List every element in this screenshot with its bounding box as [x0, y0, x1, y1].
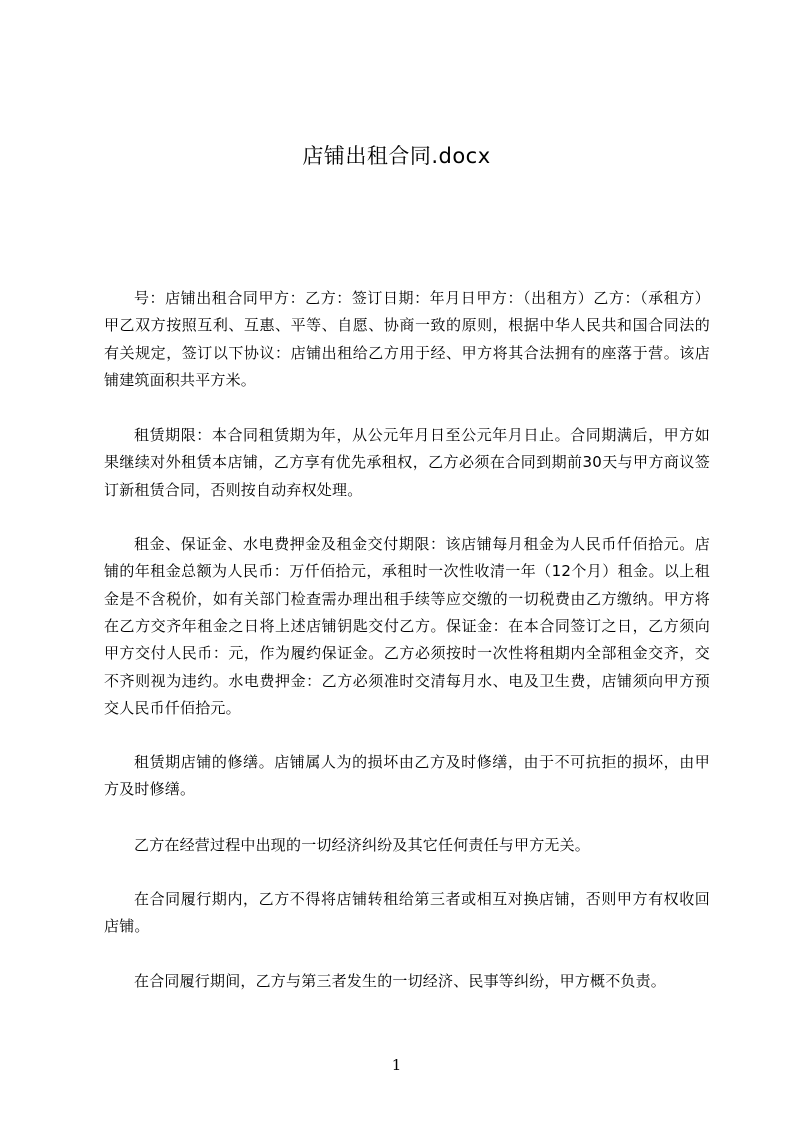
paragraph-third-party-disputes: 在合同履行期间，乙方与第三者发生的一切经济、民事等纠纷，甲方概不负责。	[134, 971, 667, 990]
paragraph-repairs: 租赁期店铺的修缮。店铺属人为的损坏由乙方及时修缮，由于不可抗拒的损坏，由甲方及时修缮。	[104, 753, 710, 799]
paragraph-lease-term: 租赁期限：本合同租赁期为年，从公元年月日至公元年月日止。合同期满后，甲方如果继续对外租赁本店铺，乙方享有优先承租权，乙方必须在合同到期前30天与甲方商议签订新租赁合同，否则按自动弃权处理。	[104, 426, 710, 499]
document-title: 店铺出租合同.docx	[302, 144, 491, 168]
page-number: 1	[391, 1056, 402, 1074]
paragraph-no-sublease: 在合同履行期内，乙方不得将店铺转租给第三者或相互对换店铺，否则甲方有权收回店铺。	[104, 890, 710, 936]
paragraph-rent-deposit: 租金、保证金、水电费押金及租金交付期限：该店铺每月租金为人民币仟佰拾元。店铺的年租金总额为人民币：万仟佰拾元，承租时一次性收清一年（12个月）租金。以上租金是不含税价，如有关部门检查需办理出租手续等应交缴的一切税费由乙方缴纳。甲方将在乙方交齐年租金之日将上述店铺钥匙交付乙方。保证金：在本合同签订之日，乙方须向甲方交付人民币：元，作为履约保证金。乙方必须按时一次性将租期内全部租金交齐，交不齐则视为违约。水电费押金：乙方必须准时交清每月水、电及卫生费，店铺须向甲方预交人民币仟佰拾元。	[104, 535, 710, 717]
document-body	[104, 285, 710, 995]
paragraph-business-disputes: 乙方在经营过程中出现的一切经济纠纷及其它任何责任与甲方无关。	[134, 835, 591, 854]
paragraph-store-rental-parties: 号：店铺出租合同甲方：乙方：签订日期：年月日甲方：（出租方）乙方：（承租方）甲乙双方按照互利、互惠、平等、自愿、协商一致的原则，根据中华人民共和国合同法的有关规定，签订以下协议：店铺出租给乙方用于经、甲方将其合法拥有的座落于营。该店铺建筑面积共平方米。	[104, 289, 710, 389]
